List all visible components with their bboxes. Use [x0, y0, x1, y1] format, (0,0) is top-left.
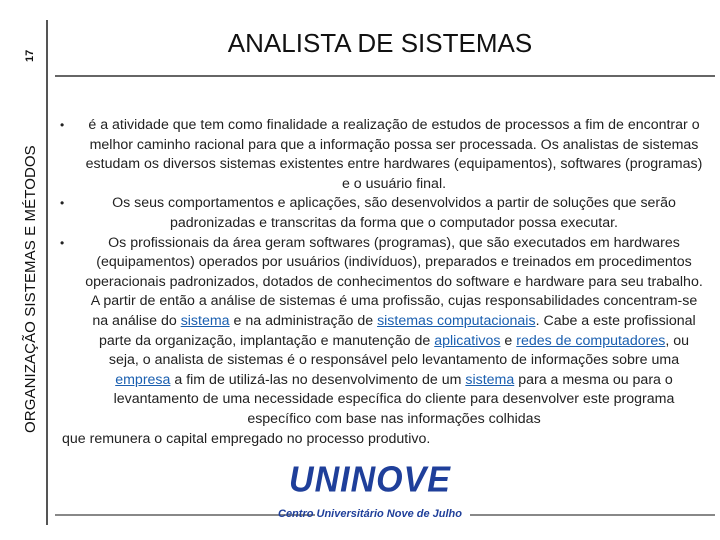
- link-redes-de-computadores[interactable]: redes de computadores: [516, 332, 666, 349]
- footer-line-right: [470, 514, 715, 516]
- link-sistema-2[interactable]: sistema: [465, 371, 515, 388]
- bullet-text: [84, 234, 704, 430]
- logo-wordmark: UNINOVE: [289, 460, 451, 500]
- closing-line: que remunera o capital empregado no processo produtivo.: [62, 430, 431, 447]
- slide-title: ANALISTA DE SISTEMAS: [227, 28, 533, 58]
- text-segment: para a mesma ou para o levantamento de uma necessidade específica do cliente para desenvolver este programa específico com base nas informações colhidas: [113, 371, 675, 427]
- bullet-item: [58, 116, 708, 194]
- bullet-dot-icon: •: [60, 196, 65, 211]
- vertical-divider: [46, 20, 48, 525]
- title-underline: [55, 75, 715, 77]
- link-aplicativos[interactable]: aplicativos: [434, 332, 501, 349]
- link-sistema[interactable]: sistema: [180, 312, 230, 329]
- text-segment: , ou seja, o analista de sistemas é o responsável pelo levantamento de informações sobre uma: [108, 332, 689, 369]
- text-segment: a fim de utilizá-las no desenvolvimento de um: [170, 371, 466, 388]
- vertical-course-title: [20, 40, 42, 435]
- bullet-dot-icon: •: [60, 235, 65, 250]
- vertical-course-title-text: ORGANIZAÇÃO SISTEMAS E MÉTODOS: [22, 145, 39, 433]
- bullet-text: é a atividade que tem como finalidade a realização de estudos de processos a fim de encontrar o melhor caminho racional para que a informação possa ser processada. Os analistas de sistemas estudam os diversos sistemas existentes entre hardwares (equipamentos), softwares (programas) e o usuário final.: [85, 117, 703, 192]
- slide-content: [58, 116, 708, 449]
- text-segment: Os profissionais da área geram softwares (programas), que são executados em hardwares (equipamentos) operados por usuários (indivíduos), preparados e treinados em procedimentos operacionais padronizados, dotados de conhecimentos do software e hardware para seu trabalho. A partir de então a análise de sistemas é uma profissão, cujas responsabilidades concentram-se na análise do: [85, 234, 703, 329]
- bullet-dot-icon: •: [60, 118, 65, 132]
- logo-subtitle: Centro Universitário Nove de Julho: [278, 508, 462, 520]
- link-empresa[interactable]: empresa: [115, 371, 171, 388]
- bullet-text: Os seus comportamentos e aplicações, são desenvolvidos a partir de soluções que serão padronizadas e transcritas da forma que o computador possa executar.: [112, 195, 676, 231]
- text-segment: e na administração de: [229, 312, 378, 329]
- bullet-item: [58, 194, 708, 233]
- link-sistemas-computacionais[interactable]: sistemas computacionais: [377, 312, 536, 329]
- bullet-item: [58, 234, 708, 430]
- text-segment: . Cabe a este profissional parte da organização, implantação e manutenção de: [99, 312, 696, 349]
- text-segment: e: [500, 332, 517, 349]
- uninove-logo: [270, 460, 470, 532]
- page-number: 17: [24, 49, 36, 62]
